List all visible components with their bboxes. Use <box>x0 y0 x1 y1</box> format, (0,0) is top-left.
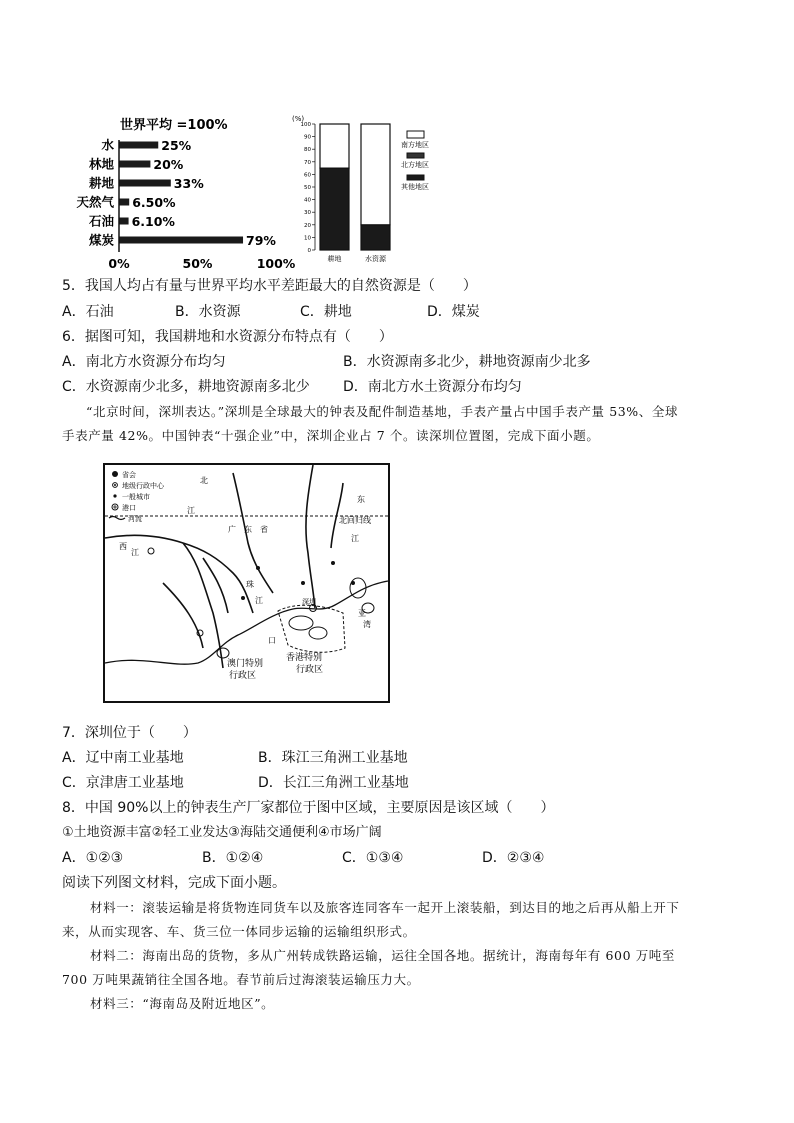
bar <box>119 199 129 206</box>
shenzhen-passage <box>62 400 742 448</box>
q6-option-b[interactable]: B．水资源南多北少，耕地资源南少北多 <box>343 354 591 370</box>
chart-title: 世界平均 =100% <box>120 118 228 133</box>
y-tick-label: 50 <box>304 185 311 191</box>
bar <box>119 180 171 187</box>
bar-value-label: 25% <box>161 138 192 153</box>
x-tick-label: 50% <box>182 256 213 271</box>
category-label: 石油 <box>88 213 114 229</box>
y-tick-label: 100 <box>300 122 311 128</box>
map-label-hongkong: 香港特别 <box>286 653 323 663</box>
town-icon <box>113 494 116 497</box>
stacked-bar-segment <box>320 168 349 250</box>
legend-swatch <box>407 131 424 138</box>
map-label: 北回归线 <box>339 516 371 525</box>
resource-bar-chart <box>58 112 306 272</box>
bar <box>119 142 158 149</box>
y-tick-label: 10 <box>304 235 311 242</box>
q5-stem: 5．我国人均占有量与世界平均水平差距最大的自然资源是（ ） <box>62 278 477 294</box>
q6-option-a[interactable]: A．南北方水资源分布均匀 <box>62 354 226 370</box>
x-tick-label: 100% <box>256 256 296 271</box>
category-label: 林地 <box>88 156 114 172</box>
chart-unit: (%) <box>292 115 305 123</box>
bar-value-label: 20% <box>153 157 184 172</box>
legend-swatch <box>407 175 424 180</box>
map-label: 江 <box>255 596 263 605</box>
map-label: 西 <box>119 542 127 551</box>
legend-label: 河流 <box>128 515 142 523</box>
y-tick-label: 20 <box>304 222 311 229</box>
material-1-line: 来，从而实现客、车、货三位一体同步运输的运输组织形式。 <box>62 924 416 939</box>
material-1-line: 材料一：滚装运输是将货物连同货车以及旅客连同客车一起开上滚装船，到达目的地之后再从船上开下 <box>90 900 680 915</box>
y-tick-label: 0 <box>307 248 311 254</box>
q5-option-a[interactable]: A．石油 <box>62 304 114 320</box>
bar-value-label: 6.50% <box>132 195 176 210</box>
legend-label: 省会 <box>122 471 136 479</box>
x-category-label: 耕地 <box>327 255 342 263</box>
y-tick-label: 60 <box>304 172 311 179</box>
category-label: 天然气 <box>76 194 114 210</box>
materials <box>62 896 742 1016</box>
passage-line: “北京时间，深圳表达。”深圳是全球最大的钟表及配件制造基地，手表产量占中国手表产量 53%、全球 <box>86 404 679 419</box>
bar <box>119 237 243 244</box>
stacked-bar-segment <box>361 225 390 250</box>
bar <box>119 218 129 225</box>
y-tick-label: 30 <box>304 210 311 217</box>
y-tick-label: 40 <box>304 197 311 204</box>
q5-option-d[interactable]: D．煤炭 <box>427 304 480 320</box>
q7-stem: 7．深圳位于（ ） <box>62 725 197 741</box>
legend-label: 港口 <box>122 504 136 512</box>
bar-value-label: 33% <box>173 176 204 191</box>
reading-intro: 阅读下列图文材料，完成下面小题。 <box>62 875 286 891</box>
map-label-macao: 行政区 <box>229 671 257 681</box>
bar <box>119 161 150 168</box>
legend-label: 北方地区 <box>401 161 429 169</box>
map-label: 江 <box>187 506 195 515</box>
legend-label: 一般城市 <box>122 493 150 501</box>
distribution-bar-chart <box>288 112 448 267</box>
q8-option-c[interactable]: C．①③④ <box>342 850 404 866</box>
provincial-capital-icon <box>112 471 118 477</box>
y-tick-label: 90 <box>304 134 311 141</box>
y-tick-label: 70 <box>304 159 311 166</box>
q7-option-b[interactable]: B．珠江三角洲工业基地 <box>258 750 408 766</box>
map-label: 口 <box>268 636 276 645</box>
map-label: 东 <box>357 495 365 504</box>
category-label: 水 <box>101 137 114 153</box>
shenzhen-location-map <box>103 463 390 703</box>
bar-value-label: 79% <box>246 233 276 248</box>
q8-option-d[interactable]: D．②③④ <box>482 850 545 866</box>
category-label: 煤炭 <box>88 232 114 248</box>
legend-label: 南方地区 <box>401 141 429 149</box>
map-label-macao: 澳门特别 <box>227 659 264 669</box>
material-2-line: 700 万吨果蔬销往全国各地。春节前后过海滚装运输压力大。 <box>62 972 420 987</box>
q8-option-b[interactable]: B．①②④ <box>202 850 264 866</box>
map-label-shenzhen: 深圳 <box>302 598 316 606</box>
q8-choices: ①土地资源丰富②轻工业发达③海陆交通便利④市场广阔 <box>62 825 382 840</box>
map-label-hongkong: 行政区 <box>296 665 324 675</box>
q5-option-b[interactable]: B．水资源 <box>175 304 241 320</box>
map-label: 亚 <box>358 609 366 618</box>
y-tick-label: 80 <box>304 147 311 154</box>
stacked-bar-segment <box>361 124 390 225</box>
map-label: 珠 <box>246 580 254 589</box>
map-label: 湾 <box>363 620 371 629</box>
map-label: 江 <box>131 548 139 557</box>
map-label: 北 <box>200 476 208 485</box>
map-label: 江 <box>351 534 359 543</box>
category-label: 耕地 <box>88 175 114 191</box>
legend-swatch <box>407 153 424 158</box>
legend-label: 其他地区 <box>401 183 429 191</box>
q6-option-d[interactable]: D．南北方水土资源分布均匀 <box>343 379 522 395</box>
q8-option-a[interactable]: A．①②③ <box>62 850 124 866</box>
material-2-line: 材料二：海南出岛的货物，多从广州转成铁路运输，运往全国各地。据统计，海南每年有 600 万吨至 <box>90 948 676 963</box>
bar-value-label: 6.10% <box>131 214 175 229</box>
material-3-line: 材料三：“海南岛及附近地区”。 <box>90 996 275 1011</box>
q6-stem: 6．据图可知，我国耕地和水资源分布特点有（ ） <box>62 329 393 345</box>
x-tick-label: 0% <box>108 256 130 271</box>
legend-label: 地级行政中心 <box>122 482 164 490</box>
map-label: 广 东 省 <box>228 525 268 534</box>
q8-stem: 8．中国 90%以上的钟表生产厂家都位于图中区域，主要原因是该区域（ ） <box>62 800 555 816</box>
q6-option-c[interactable]: C．水资源南少北多，耕地资源南多北少 <box>62 379 310 395</box>
q7-option-a[interactable]: A．辽中南工业基地 <box>62 750 184 766</box>
q7-option-d[interactable]: D．长江三角洲工业基地 <box>258 775 409 791</box>
passage-line: 手表产量 42%。中国钟表“十强企业”中，深圳企业占 7 个。读深圳位置图，完成下面小题。 <box>62 428 600 443</box>
q7-option-c[interactable]: C．京津唐工业基地 <box>62 775 184 791</box>
q5-option-c[interactable]: C．耕地 <box>300 304 352 320</box>
stacked-bar-segment <box>320 124 349 168</box>
x-category-label: 水资源 <box>365 255 386 263</box>
